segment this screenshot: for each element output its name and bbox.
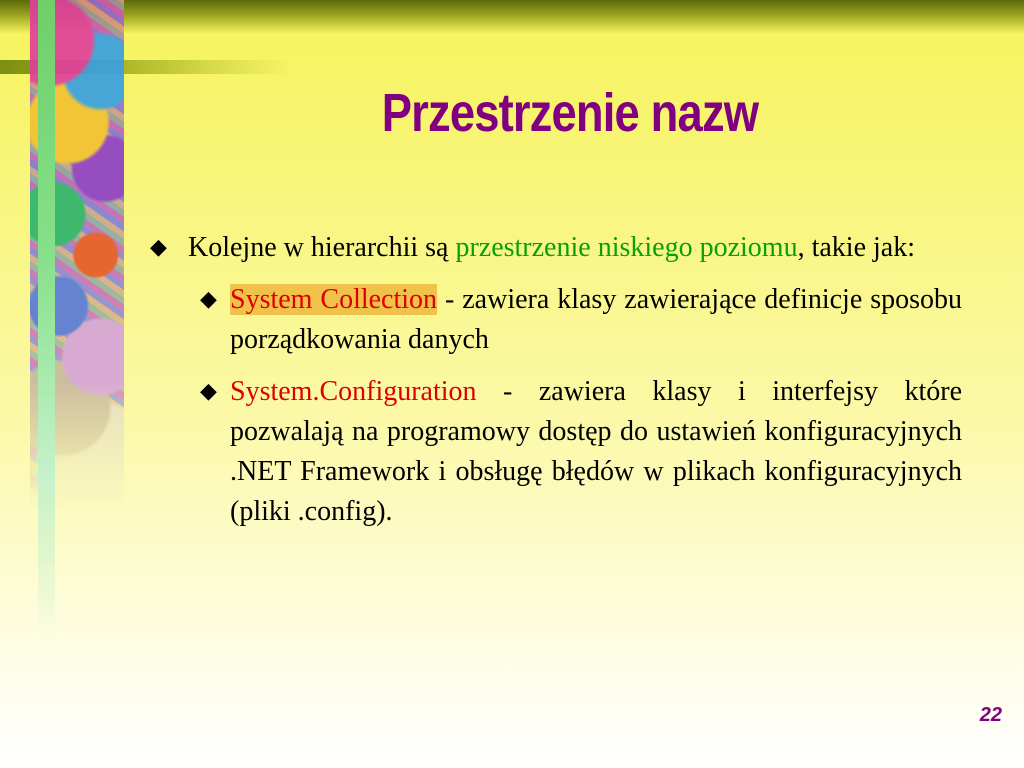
bullet-text-2: , takie jak: — [797, 232, 915, 263]
sub-bullet-text: - zawiera klasy zawierające definicje sposobu porządkowania danych — [230, 284, 962, 355]
term-low-level-namespaces: przestrzenie niskiego poziomu — [455, 232, 798, 263]
slide-content — [150, 228, 962, 544]
bullet-text-1: Kolejne w hierarchii są — [188, 232, 456, 263]
top-decor-bar — [0, 0, 1024, 34]
sub-bullet-system-configuration — [200, 372, 962, 532]
slide-title: Przestrzenie nazw — [381, 83, 759, 143]
term-system-collection: System Collection — [230, 284, 438, 315]
sub-bullet-system-collection — [200, 280, 962, 360]
diamond-bullet-icon: ◆ — [200, 287, 217, 312]
diamond-bullet-icon: ◆ — [200, 379, 217, 404]
vertical-decor-stripe — [38, 0, 55, 640]
diamond-bullet-icon: ◆ — [150, 235, 167, 260]
term-system-configuration: System.Configuration — [230, 376, 477, 407]
sub-bullet-text: - zawiera klasy i interfejsy które pozwalają na programowy dostęp do ustawień konfiguracyjnych .NET Framework i obsługę błędów w plikach konfiguracyjnych (pliki .config). — [230, 376, 962, 527]
page-number: 22 — [979, 704, 1002, 726]
bullet-item — [150, 228, 962, 268]
